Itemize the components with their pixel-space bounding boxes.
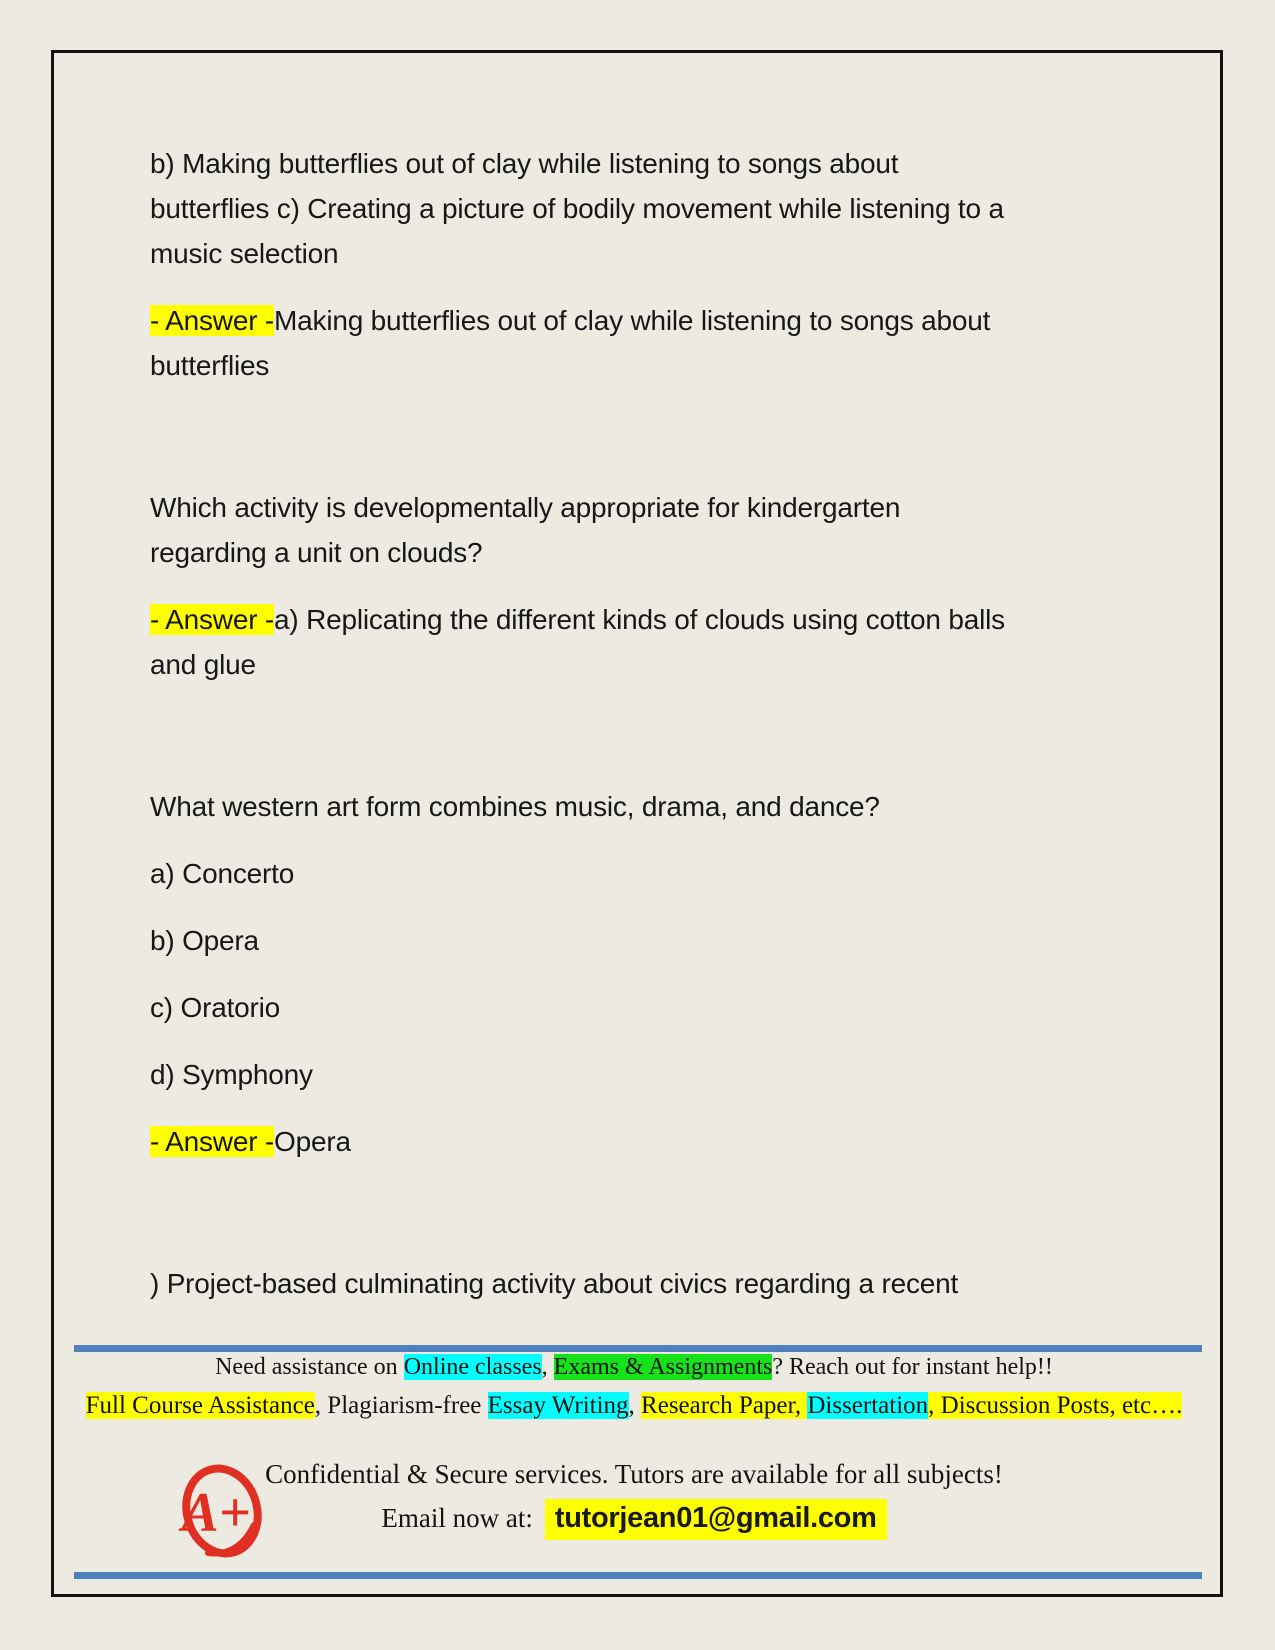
option-c: c) Oratorio	[150, 992, 281, 1023]
answer-label-highlight: - Answer -	[150, 305, 275, 336]
blank-line	[150, 1186, 1140, 1261]
question-paragraph	[150, 485, 1140, 575]
footer-text: ,	[541, 1354, 554, 1380]
option-paragraph	[150, 851, 1140, 896]
answer-paragraph	[150, 1119, 1140, 1164]
question-paragraph	[150, 784, 1140, 829]
footer-text: ? Reach out for instant help!!	[772, 1354, 1053, 1380]
text-line: What western art form combines music, drama, and dance?	[150, 791, 880, 822]
dissertation-highlight: Dissertation	[807, 1392, 929, 1419]
option-b: b) Opera	[150, 925, 259, 956]
question-options-paragraph	[150, 141, 1140, 276]
footer-services-line	[54, 1392, 1214, 1420]
option-paragraph	[150, 1052, 1140, 1097]
text-line: music selection	[150, 238, 339, 269]
exams-assignments-highlight: Exams & Assignments	[553, 1354, 773, 1380]
full-course-highlight: Full Course Assistance	[85, 1392, 315, 1419]
footer-text: Confidential & Secure services. Tutors are available for all subjects!	[265, 1459, 1003, 1489]
text-line: regarding a unit on clouds?	[150, 537, 483, 568]
text-line: butterflies	[150, 350, 270, 381]
text-line	[150, 597, 1140, 642]
footer-confidential-line	[54, 1459, 1214, 1490]
text-line: and glue	[150, 649, 256, 680]
answer-text: Making butterflies out of clay while listening to songs about	[274, 305, 991, 336]
document-body	[150, 141, 1140, 1328]
answer-text: Opera	[274, 1126, 351, 1157]
option-paragraph	[150, 918, 1140, 963]
page-border	[51, 50, 1223, 1597]
option-a: a) Concerto	[150, 858, 295, 889]
option-d: d) Symphony	[150, 1059, 313, 1090]
footer-text: ,	[628, 1392, 642, 1419]
research-paper-highlight: Research Paper,	[641, 1392, 808, 1419]
text-line: butterflies c) Creating a picture of bodily movement while listening to a	[150, 193, 1004, 224]
text-line: b) Making butterflies out of clay while listening to songs about	[150, 148, 899, 179]
top-divider-line	[74, 1345, 1202, 1352]
footer-text: Need assistance on	[215, 1354, 404, 1380]
blank-line	[150, 709, 1140, 784]
answer-paragraph	[150, 298, 1140, 388]
answer-label-highlight: - Answer -	[150, 604, 275, 635]
option-paragraph	[150, 985, 1140, 1030]
text-line	[150, 1119, 1140, 1164]
discussion-posts-highlight: , Discussion Posts, etc….	[928, 1392, 1183, 1419]
email-label: Email now at:	[381, 1503, 533, 1533]
answer-paragraph	[150, 597, 1140, 687]
footer-text: , Plagiarism-free	[314, 1392, 488, 1419]
bottom-divider-line	[74, 1572, 1202, 1579]
footer-assistance-line	[54, 1354, 1214, 1381]
email-address: tutorjean01@gmail.com	[545, 1499, 887, 1540]
text-line: ) Project-based culminating activity about civics regarding a recent	[150, 1268, 959, 1299]
question-fragment-paragraph	[150, 1261, 1140, 1306]
essay-writing-highlight: Essay Writing	[487, 1392, 629, 1419]
svg-text:A+: A+	[181, 1482, 251, 1544]
blank-line	[150, 410, 1140, 485]
text-line: Which activity is developmentally appropriate for kindergarten	[150, 492, 901, 523]
text-line	[150, 298, 1140, 343]
online-classes-highlight: Online classes	[403, 1354, 542, 1380]
footer-email-line	[54, 1499, 1214, 1540]
answer-text: a) Replicating the different kinds of clouds using cotton balls	[274, 604, 1005, 635]
answer-label-highlight: - Answer -	[150, 1126, 275, 1157]
